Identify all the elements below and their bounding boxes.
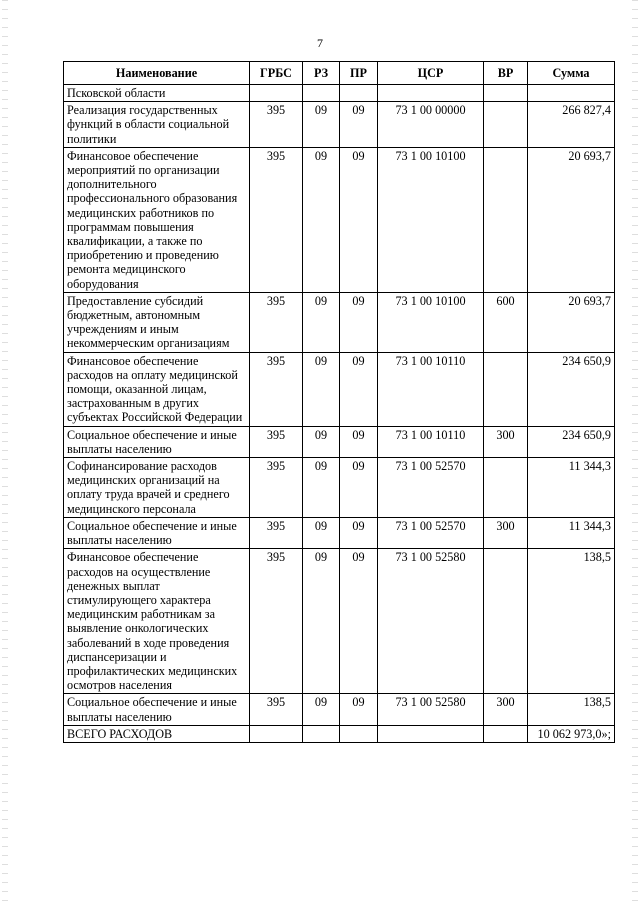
- left-scan-edge: [2, 0, 8, 905]
- row-sum: 138,5: [528, 694, 615, 725]
- right-scan-edge: [632, 0, 638, 905]
- table-cell: [378, 85, 484, 102]
- row-name: Социальное обеспечение и иные выплаты населению: [64, 517, 250, 548]
- row-pr: 09: [340, 458, 378, 518]
- table-cell: [378, 725, 484, 742]
- continuation-row: [64, 85, 615, 102]
- table-cell: [303, 725, 340, 742]
- row-pr: 09: [340, 147, 378, 292]
- row-csr: 73 1 00 52580: [378, 694, 484, 725]
- row-grbs: 395: [250, 292, 303, 352]
- row-grbs: 395: [250, 102, 303, 148]
- row-csr: 73 1 00 10110: [378, 426, 484, 457]
- row-pr: 09: [340, 426, 378, 457]
- row-sum: 20 693,7: [528, 147, 615, 292]
- row-sum: 266 827,4: [528, 102, 615, 148]
- row-vr: [484, 102, 528, 148]
- table-row: [64, 147, 615, 292]
- table-cell: [484, 85, 528, 102]
- row-name: Софинансирование расходов медицинских организаций на оплату труда врачей и среднего медицинского персонала: [64, 458, 250, 518]
- row-grbs: 395: [250, 458, 303, 518]
- row-vr: 300: [484, 694, 528, 725]
- row-sum: 138,5: [528, 549, 615, 694]
- row-rz: 09: [303, 549, 340, 694]
- table-cell: [340, 725, 378, 742]
- row-rz: 09: [303, 147, 340, 292]
- row-grbs: 395: [250, 426, 303, 457]
- table-cell: [484, 725, 528, 742]
- row-rz: 09: [303, 694, 340, 725]
- table-row: [64, 426, 615, 457]
- row-csr: 73 1 00 52570: [378, 517, 484, 548]
- table-cell: [528, 85, 615, 102]
- table-row: [64, 102, 615, 148]
- row-vr: [484, 549, 528, 694]
- row-name: Финансовое обеспечение расходов на осуществление денежных выплат стимулирующего характера медицинским работникам за выявление онкологических заболеваний в ходе проведения диспансеризации и профилактических медицинских осмотров населения: [64, 549, 250, 694]
- row-sum: 20 693,7: [528, 292, 615, 352]
- header-rz: РЗ: [303, 62, 340, 85]
- table-row: [64, 549, 615, 694]
- table-row: [64, 458, 615, 518]
- row-pr: 09: [340, 292, 378, 352]
- header-pr: ПР: [340, 62, 378, 85]
- row-csr: 73 1 00 52570: [378, 458, 484, 518]
- row-rz: 09: [303, 426, 340, 457]
- row-rz: 09: [303, 458, 340, 518]
- table-cell: [250, 85, 303, 102]
- row-rz: 09: [303, 292, 340, 352]
- row-vr: 300: [484, 517, 528, 548]
- row-pr: 09: [340, 694, 378, 725]
- row-vr: [484, 352, 528, 426]
- row-grbs: 395: [250, 517, 303, 548]
- row-pr: 09: [340, 102, 378, 148]
- row-grbs: 395: [250, 549, 303, 694]
- row-vr: 300: [484, 426, 528, 457]
- row-sum: 11 344,3: [528, 517, 615, 548]
- row-csr: 73 1 00 10100: [378, 147, 484, 292]
- row-name: Социальное обеспечение и иные выплаты населению: [64, 694, 250, 725]
- table-row: [64, 292, 615, 352]
- row-sum: 234 650,9: [528, 352, 615, 426]
- total-sum: 10 062 973,0»;: [528, 725, 615, 742]
- table-row: [64, 517, 615, 548]
- header-name: Наименование: [64, 62, 250, 85]
- row-grbs: 395: [250, 352, 303, 426]
- row-grbs: 395: [250, 694, 303, 725]
- total-label: ВСЕГО РАСХОДОВ: [64, 725, 250, 742]
- table-row: [64, 694, 615, 725]
- row-sum: 234 650,9: [528, 426, 615, 457]
- table-cell: [340, 85, 378, 102]
- row-sum: 11 344,3: [528, 458, 615, 518]
- row-pr: 09: [340, 549, 378, 694]
- row-vr: 600: [484, 292, 528, 352]
- header-sum: Сумма: [528, 62, 615, 85]
- table-row: [64, 352, 615, 426]
- row-name: Реализация государственных функций в области социальной политики: [64, 102, 250, 148]
- table-header-row: [64, 62, 615, 85]
- table-cell: [303, 85, 340, 102]
- row-grbs: 395: [250, 147, 303, 292]
- row-csr: 73 1 00 10110: [378, 352, 484, 426]
- row-vr: [484, 147, 528, 292]
- row-pr: 09: [340, 517, 378, 548]
- total-row: [64, 725, 615, 742]
- table-cell: [250, 725, 303, 742]
- row-rz: 09: [303, 517, 340, 548]
- header-vr: ВР: [484, 62, 528, 85]
- row-vr: [484, 458, 528, 518]
- row-name: Финансовое обеспечение мероприятий по организации дополнительного профессионального образования медицинских работников по программам повышения квалификации, а также по приобретению и проведению ремонта медицинского оборудования: [64, 147, 250, 292]
- row-csr: 73 1 00 52580: [378, 549, 484, 694]
- continuation-name: Псковской области: [64, 85, 250, 102]
- header-grbs: ГРБС: [250, 62, 303, 85]
- row-csr: 73 1 00 00000: [378, 102, 484, 148]
- table-body: [64, 85, 615, 726]
- row-name: Социальное обеспечение и иные выплаты населению: [64, 426, 250, 457]
- row-name: Финансовое обеспечение расходов на оплату медицинской помощи, оказанной лицам, застрахованным в других субъектах Российской Федерации: [64, 352, 250, 426]
- row-pr: 09: [340, 352, 378, 426]
- page-number: 7: [317, 36, 323, 50]
- row-rz: 09: [303, 352, 340, 426]
- header-csr: ЦСР: [378, 62, 484, 85]
- row-csr: 73 1 00 10100: [378, 292, 484, 352]
- row-name: Предоставление субсидий бюджетным, автономным учреждениям и иным некоммерческим организациям: [64, 292, 250, 352]
- budget-table: [63, 61, 615, 743]
- row-rz: 09: [303, 102, 340, 148]
